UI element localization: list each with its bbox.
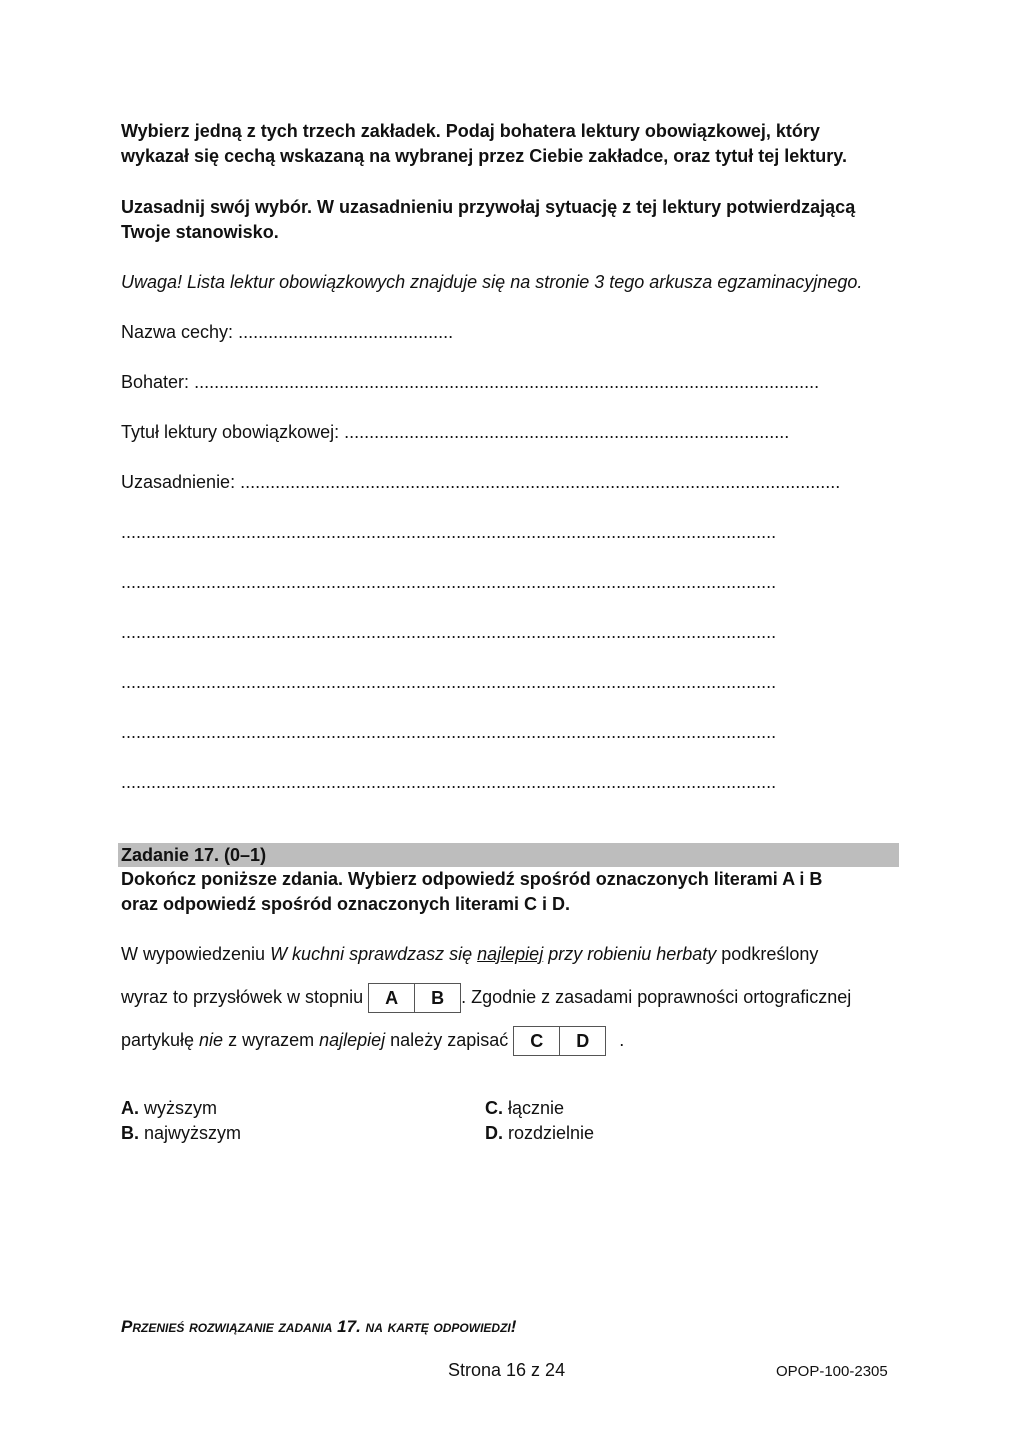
choice-a[interactable]: A — [385, 988, 399, 1009]
task-sentence-2 — [121, 982, 851, 1013]
answer-line[interactable]: ................................................................................................................................... — [121, 622, 777, 642]
justification-field[interactable] — [121, 472, 840, 493]
option-letter: B. — [121, 1123, 139, 1143]
option-text: wyższym — [139, 1098, 217, 1118]
page-number: Strona 16 z 24 — [448, 1360, 566, 1380]
choice-d[interactable]: D — [559, 1027, 605, 1055]
option-d[interactable] — [485, 1123, 594, 1144]
justification-label: Uzasadnienie: — [121, 472, 236, 492]
trait-label: Nazwa cechy: — [121, 322, 234, 342]
trait-field[interactable] — [121, 322, 453, 343]
sentence-text: . — [619, 1030, 625, 1050]
instruction-line: Twoje stanowisko. — [121, 222, 279, 242]
sentence-quote: przy robieniu herbaty — [543, 944, 717, 964]
trait-dots: ........................................... — [238, 322, 454, 342]
title-dots: ......................................................................................... — [344, 422, 790, 442]
exam-code: OPOP-100-2305 — [776, 1363, 888, 1380]
title-label: Tytuł lektury obowiązkowej: — [121, 422, 340, 442]
sentence-italic: najlepiej — [319, 1030, 386, 1050]
task-sentence-1 — [121, 944, 818, 965]
answer-line[interactable]: ................................................................................................................................... — [121, 772, 777, 792]
hero-field[interactable] — [121, 372, 819, 393]
sentence-italic: nie — [199, 1030, 224, 1050]
sentence-text: partykułę — [121, 1030, 200, 1050]
sentence-text: W wypowiedzeniu — [121, 944, 271, 964]
choice-box-cd[interactable] — [513, 1026, 606, 1056]
option-b[interactable] — [121, 1123, 241, 1144]
answer-line[interactable]: ................................................................................................................................... — [121, 572, 777, 592]
sentence-underlined-word: najlepiej — [477, 944, 544, 964]
instruction-line: Uzasadnij swój wybór. W uzasadnieniu przywołaj sytuację z tej lektury potwierdzającą — [121, 197, 856, 217]
sentence-text: z wyrazem — [223, 1030, 320, 1050]
option-letter: C. — [485, 1098, 503, 1118]
option-c[interactable] — [485, 1098, 564, 1119]
sentence-quote: W kuchni sprawdzasz się — [270, 944, 478, 964]
task-header: Zadanie 17. (0–1) — [121, 845, 267, 865]
sentence-text: podkreślony — [716, 944, 819, 964]
justification-dots: ........................................................................................................................ — [240, 472, 841, 492]
choice-b[interactable]: B — [414, 984, 460, 1012]
task-prompt: oraz odpowiedź spośród oznaczonych literami C i D. — [121, 894, 571, 914]
instruction-line: Wybierz jedną z tych trzech zakładek. Podaj bohatera lektury obowiązkowej, który — [121, 121, 820, 141]
choice-box-ab[interactable] — [368, 983, 461, 1013]
answer-line[interactable]: ................................................................................................................................... — [121, 722, 777, 742]
answer-line[interactable]: ................................................................................................................................... — [121, 672, 777, 692]
option-text: rozdzielnie — [503, 1123, 595, 1143]
title-field[interactable] — [121, 422, 789, 443]
option-a[interactable] — [121, 1098, 217, 1119]
hero-dots: ............................................................................................................................. — [194, 372, 820, 392]
transfer-note: Przenieś rozwiązanie zadania 17. na kartę odpowiedzi! — [121, 1317, 517, 1336]
sentence-text: . Zgodnie z zasadami poprawności ortograficznej — [461, 987, 852, 1007]
sentence-text: należy zapisać — [385, 1030, 509, 1050]
sentence-text: wyraz to przysłówek w stopniu — [121, 987, 364, 1007]
note-text: Uwaga! Lista lektur obowiązkowych znajduje się na stronie 3 tego arkusza egzaminacyjnego. — [121, 272, 863, 292]
choice-c[interactable]: C — [530, 1031, 544, 1052]
answer-line[interactable]: ................................................................................................................................... — [121, 522, 777, 542]
option-text: łącznie — [503, 1098, 565, 1118]
task-prompt: Dokończ poniższe zdania. Wybierz odpowiedź spośród oznaczonych literami A i B — [121, 869, 823, 889]
instruction-line: wykazał się cechą wskazaną na wybranej przez Ciebie zakładce, oraz tytuł tej lektury. — [121, 146, 847, 166]
option-letter: D. — [485, 1123, 503, 1143]
option-letter: A. — [121, 1098, 139, 1118]
hero-label: Bohater: — [121, 372, 190, 392]
option-text: najwyższym — [139, 1123, 242, 1143]
task-sentence-3 — [121, 1025, 624, 1056]
